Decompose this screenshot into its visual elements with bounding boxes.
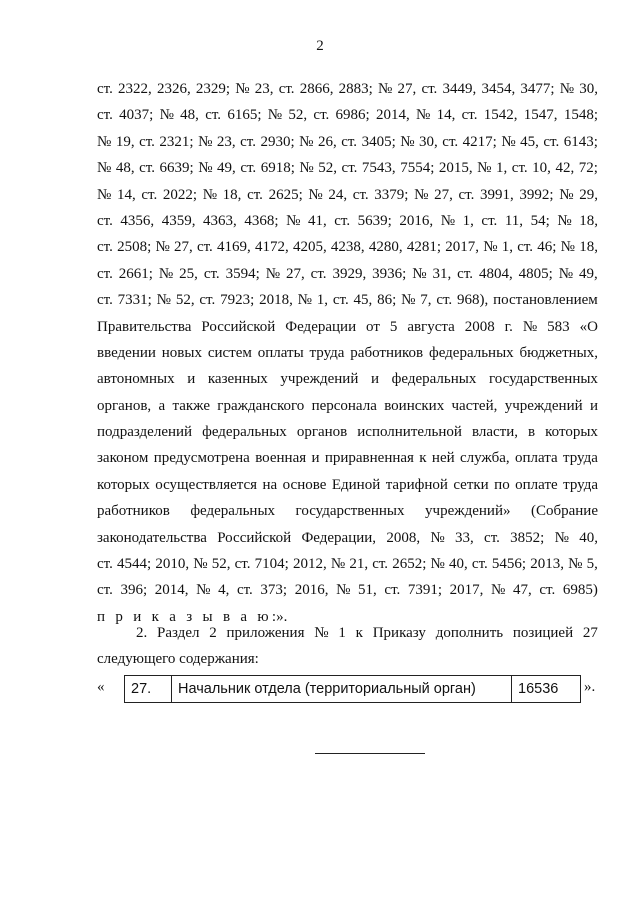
paragraph-2-line-2	[97, 646, 598, 672]
position-code: 16536	[512, 676, 581, 703]
signature-divider	[315, 753, 425, 754]
position-table	[124, 675, 581, 703]
paragraph-1-line: работников федеральных государственных учреждений» (Собрание	[97, 503, 598, 520]
paragraph-1-line: № 14, ст. 2022; № 18, ст. 2625; № 24, ст. 3379; № 27, ст. 3991, 3992; № 29,	[97, 186, 598, 203]
close-quote: ».	[584, 679, 596, 695]
paragraph-1-line: ст. 4037; № 48, ст. 6165; № 52, ст. 6986; 2014, № 14, ст. 1542, 1547, 1548;	[97, 107, 598, 124]
paragraph-1-line: № 48, ст. 6639; № 49, ст. 6918; № 52, ст. 7543, 7554; 2015, № 1, ст. 10, 42, 72;	[97, 160, 598, 177]
paragraph-1-line: подразделений федеральных органов исполнительной власти, в которых	[97, 424, 598, 441]
paragraph-1-line: законодательства Российской Федерации, 2008, № 33, ст. 3852; № 40,	[97, 529, 598, 546]
paragraph-1-line: ст. 2508; № 27, ст. 4169, 4172, 4205, 4238, 4280, 4281; 2017, № 1, ст. 46; № 18,	[97, 239, 598, 256]
paragraph-1-line: ст. 7331; № 52, ст. 7923; 2018, № 1, ст. 45, 86; № 7, ст. 968), постановлением	[97, 292, 598, 309]
order-word-suffix: :».	[271, 608, 288, 625]
paragraph-1-line: органов, а также гражданского персонала воинских частей, учреждений и	[97, 397, 598, 414]
open-quote: «	[97, 679, 105, 695]
paragraph-1-line: законом предусмотрена военная и приравненная к ней служба, оплата труда	[97, 450, 598, 467]
paragraph-1-line: введении новых систем оплаты труда работников федеральных бюджетных,	[97, 344, 598, 361]
paragraph-1-line: Правительства Российской Федерации от 5 августа 2008 г. № 583 «О	[97, 318, 598, 335]
position-number: 27.	[125, 676, 172, 703]
position-name: Начальник отдела (территориальный орган)	[172, 676, 512, 703]
paragraph-1	[97, 76, 598, 630]
paragraph-1-line: автономных и казенных учреждений и федеральных государственных	[97, 371, 598, 388]
page-number: 2	[316, 38, 324, 54]
paragraph-2	[97, 620, 598, 673]
paragraph-1-line: которых осуществляется на основе Единой тарифной сетки по оплате труда	[97, 476, 598, 493]
paragraph-1-line: ст. 4544; 2010, № 52, ст. 7104; 2012, № 21, ст. 2652; № 40, ст. 5456; 2013, № 5,	[97, 556, 598, 573]
paragraph-1-line: ст. 4356, 4359, 4363, 4368; № 41, ст. 5639; 2016, № 1, ст. 11, 54; № 18,	[97, 212, 598, 229]
paragraph-2-line-1: 2. Раздел 2 приложения № 1 к Приказу дополнить позицией 27	[136, 625, 598, 641]
paragraph-2-line-2-text: следующего содержания:	[97, 651, 259, 668]
paragraph-1-line: ст. 2322, 2326, 2329; № 23, ст. 2866, 2883; № 27, ст. 3449, 3454, 3477; № 30,	[97, 81, 598, 97]
paragraph-1-line: № 19, ст. 2321; № 23, ст. 2930; № 26, ст. 3405; № 30, ст. 4217; № 45, ст. 6143;	[97, 133, 598, 150]
paragraph-1-line: ст. 396; 2014, № 4, ст. 373; 2016, № 51, ст. 7391; 2017, № 47, ст. 6985)	[97, 582, 598, 599]
position-table-block	[97, 675, 607, 705]
paragraph-1-line: ст. 2661; № 25, ст. 3594; № 27, ст. 3929, 3936; № 31, ст. 4804, 4805; № 49,	[97, 265, 598, 282]
table-row	[125, 676, 581, 703]
order-word: п р и к а з ы в а ю	[97, 608, 272, 625]
